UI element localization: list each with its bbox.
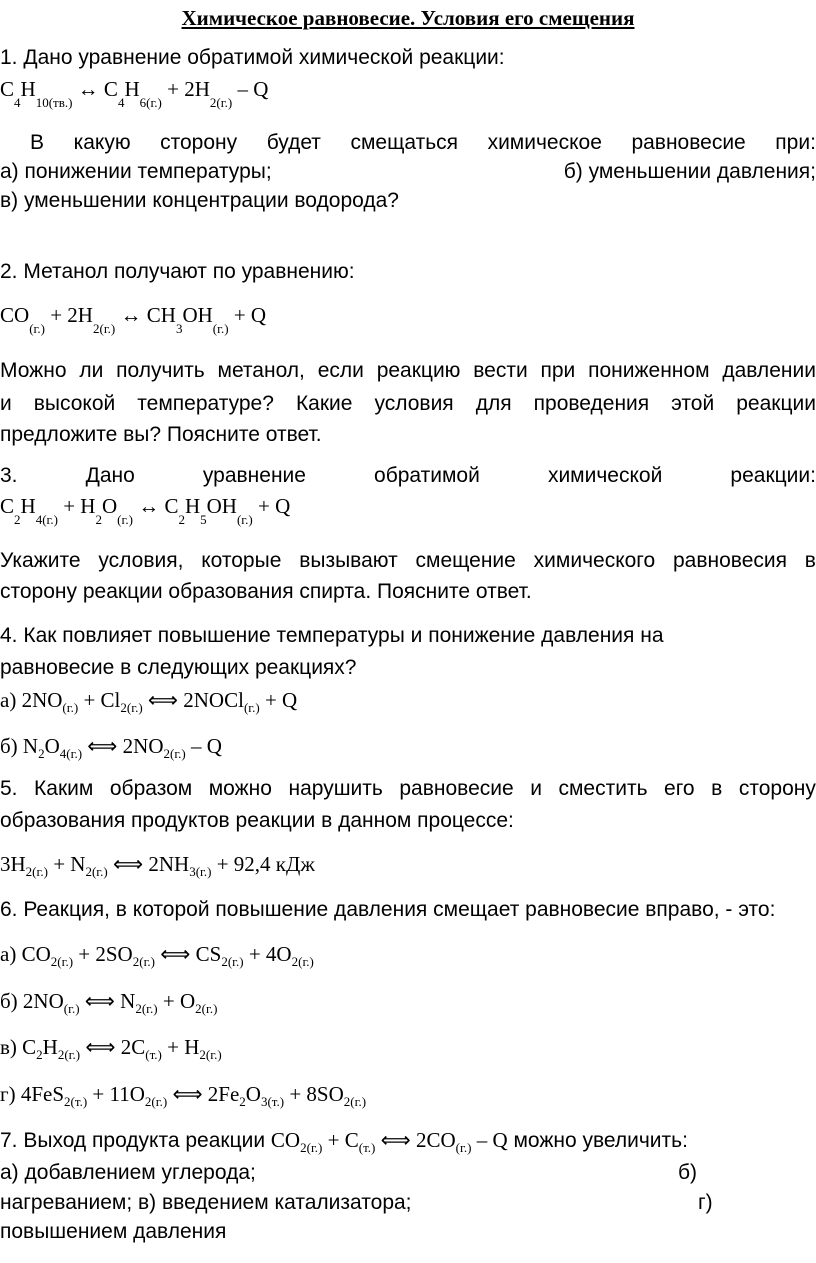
q1-equation: $C_4H_{10(тв.)}$ ↔ $C_4H_{6(г.)} + 2H_{2(г.)} - Q$	[0, 77, 269, 110]
page-title: Химическое равновесие. Условия его смещения	[181, 6, 635, 30]
q3-line1: Укажите условия, которые вызывают смещение химического равновесия в	[0, 549, 816, 572]
q5-line2: образования продуктов реакции в данном процессе:	[0, 809, 514, 832]
q1-text: 1. Дано уравнение обратимой химической реакции:	[0, 46, 505, 69]
q6-option-a: а) $CO_{2(г.)} + 2SO_{2(г.)}$ ⟺ $CS_{2(г.)} + 4O_{2(г.)}$	[0, 942, 314, 969]
q5-equation: $3H_{2(г.)} + N_{2(г.)}$ ⟺ $2NH_{3(г.)} + 92,4$ кДж	[0, 852, 315, 879]
q6-text: 6. Реакция, в которой повышение давления смещает равновесие вправо, - это:	[0, 898, 776, 921]
q2-text: 2. Метанол получают по уравнению:	[0, 260, 355, 283]
q7-option-b-marker: б)	[678, 1161, 698, 1184]
q3-line2: сторону реакции образования спирта. Поясните ответ.	[0, 580, 532, 603]
q3-text: 3. Дано уравнение обратимой химической реакции:	[0, 464, 816, 487]
q2-line1: Можно ли получить метанол, если реакцию вести при пониженном давлении	[0, 359, 816, 382]
q7-line4: повышением давления	[0, 1220, 227, 1243]
q1-option-c: в) уменьшении концентрации водорода?	[0, 189, 399, 212]
q4-line1: 4. Как повлияет повышение температуры и понижение давления на	[0, 624, 664, 647]
q1-option-b: б) уменьшении давления;	[563, 160, 816, 183]
q7-line1: 7. Выход продукта реакции $CO_{2(г.)} + C_{(т.)}$ ⟺ $2CO_{(г.)}$ – Q можно увеличить:	[0, 1128, 688, 1155]
q7-equation: $CO_{2(г.)} + C_{(т.)}$ ⟺ $2CO_{(г.)}$ – Q	[270, 1128, 508, 1155]
q6-option-c: в) $C_2H_{2(г.)}$ ⟺ $2C_{(т.)} + H_{2(г.)}$	[0, 1035, 222, 1062]
q4-option-b: б) $N_2O_{4(г.)}$ ⟺ $2NO_{2(г.)}$ – Q	[0, 734, 222, 761]
q4-option-a: а) $2NO_{(г.)} + Cl_{2(г.)}$ ⟺ 2NOCl$_{(г.)}$ + Q	[0, 688, 298, 715]
q4-line2: равновесие в следующих реакциях?	[0, 656, 357, 679]
q3-equation: $C_2H_{4(г.)} + H_2O_{(г.)}$ ↔ $C_2H_5OH_{(г.)} + Q$	[0, 494, 291, 527]
q6-option-b: б) $2NO_{(г.)}$ ⟺ $N_{2(г.)} + O_{2(г.)}$	[0, 989, 218, 1016]
q1-option-a: а) понижении температуры;	[0, 160, 272, 183]
q2-equation: $CO_{(г.)} + 2H_{2(г.)}$ ↔ $CH_3OH_{(г.)} + Q$	[0, 303, 267, 336]
q7-option-a: а) добавлением углерода;	[0, 1161, 256, 1184]
q7-option-g-marker: г)	[698, 1191, 713, 1214]
q7-line3: нагреванием; в) введением катализатора;	[0, 1191, 412, 1214]
q2-line3: предложите вы? Поясните ответ.	[0, 423, 322, 446]
q2-line2: и высокой температуре? Какие условия для проведения этой реакции	[0, 392, 816, 415]
q5-line1: 5. Каким образом можно нарушить равновесие и сместить его в сторону	[0, 777, 816, 800]
q1-paragraph: В какую сторону будет смещаться химическое равновесие при:	[30, 131, 816, 154]
q6-option-d: г) $4FeS_{2(т.)} + 11O_{2(г.)}$ ⟺ $2Fe_2O_{3(т.)} + 8SO_{2(г.)}$	[0, 1082, 367, 1109]
